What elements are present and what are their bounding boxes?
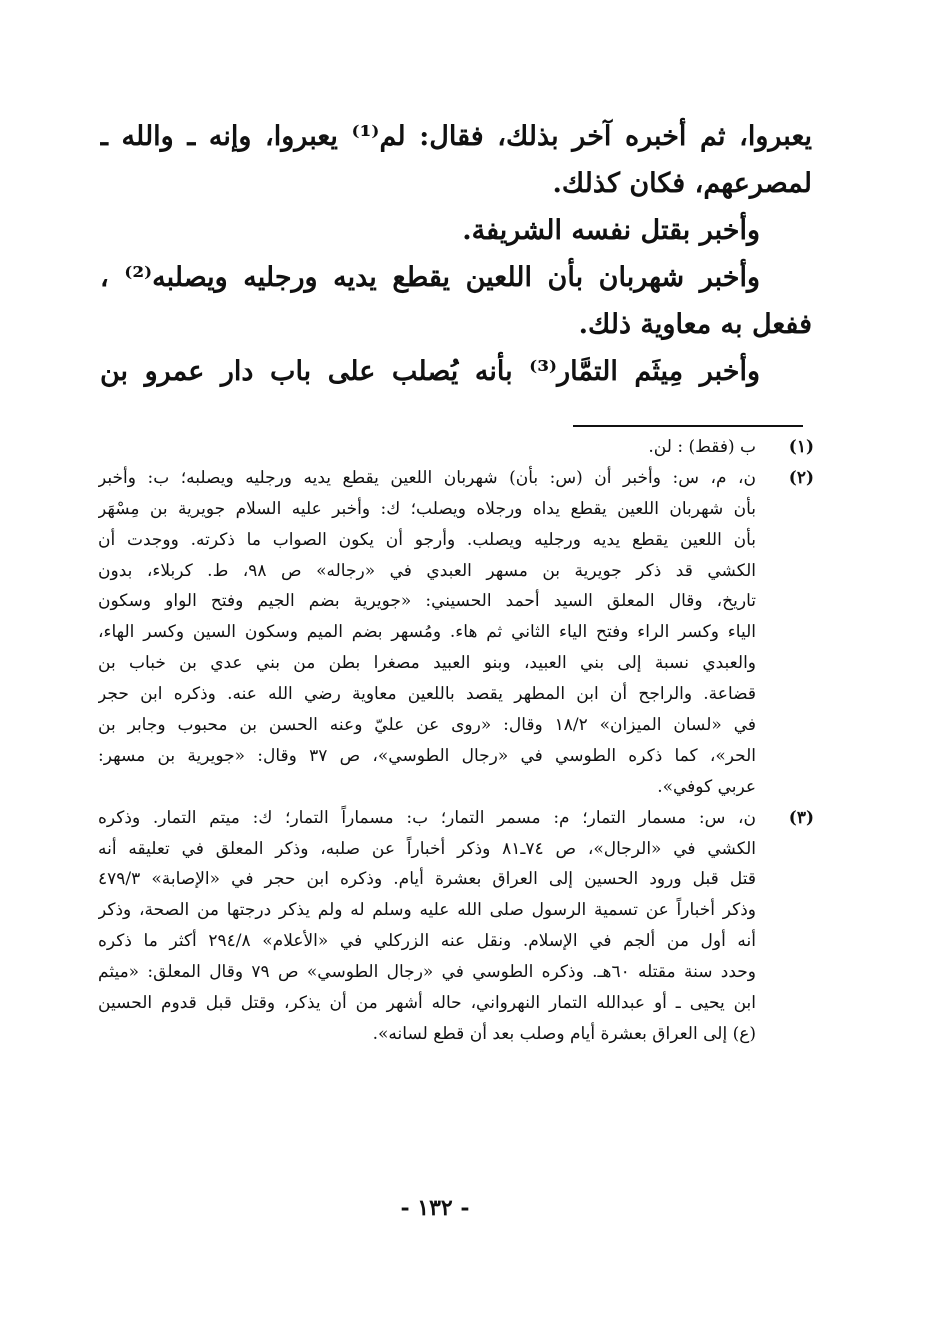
footnote-body xyxy=(98,463,756,803)
footnote-line: وذكر أخباراً عن تسمية الرسول صلى الله عليه وسلم له ولم يذكر درجتها من الصحة، وذكر xyxy=(98,900,756,921)
main-text-line: يعبروا، ثم أخبره آخر بذلك، فقال: لم⁽¹⁾ يعبروا، وإنه ـ والله ـ xyxy=(100,121,812,152)
footnote-line: قضاعة. والراجح أن ابن المطهر يقصد باللعين معاوية رضي الله عنه. وذكره ابن حجر xyxy=(98,684,756,705)
footnote-3 xyxy=(98,803,814,1050)
main-text-line: وأخبر بقتل نفسه الشريفة. xyxy=(462,215,760,246)
footnote-body xyxy=(98,432,756,463)
footnote-line: الكشي قد ذكر جويرية بن مسهر العبدي في «رجاله» ص ٩٨، ط. كربلاء، بدون xyxy=(98,560,756,581)
footnote-1 xyxy=(98,432,814,463)
footnote-number: (٢) xyxy=(788,467,814,488)
footnote-line: الكشي في «الرجال»، ص ٧٤ـ٨١ وذكر أخباراً عن صلبه، وذكر المعلق في تعليقه أنه xyxy=(98,838,756,859)
footnote-line: والعبدي نسبة إلى بني العبيد، وبنو العبيد مصغرا بطن من بني عدي بن خباب بن xyxy=(98,653,756,674)
footnote-line: ب (فقط) : لن. xyxy=(648,437,756,457)
footnote-line: في «لسان الميزان» ١٨/٢ وقال: «روى عن عليّ وعنه الحسن بن محبوب وجابر بن xyxy=(98,715,756,736)
footnote-divider xyxy=(573,425,803,427)
footnote-line: الياء وكسر الراء وفتح الياء الثاني ثم هاء. ومُسهر بضم الميم وسكون السين وكسر الهاء، xyxy=(98,622,756,643)
footnote-line: بأن شهربان اللعين يقطع يداه ورجلاه ويصلب؛ ك: وأخبر عليه السلام جويرية بن مِسْهَر xyxy=(98,498,756,519)
footnote-line: ن، م، س: وأخبر أن (س: بأن) شهربان اللعين يقطع يديه ورجليه ويصلبه؛ ب: وأخبر xyxy=(98,467,756,488)
footnote-number: (١) xyxy=(788,437,814,457)
footnote-line: الحر»، كما ذكره الطوسي في «رجال الطوسي»، ص ٣٧ وقال: «جويرية بن مسهر: xyxy=(98,745,756,766)
footnote-line: (ع) إلى العراق بعشرة أيام وصلب بعد أن قطع لسانه». xyxy=(372,1023,756,1044)
page-number: - ١٣٢ - xyxy=(400,1195,470,1221)
footnote-line: أنه أول من ألجم في الإسلام. ونقل عنه الزركلي في «الأعلام» ٢٩٤/٨ أكثر ما ذكره xyxy=(98,931,756,952)
footnote-2 xyxy=(98,463,814,803)
footnote-line: ن، س: مسمار التمار؛ م: مسمر التمار؛ ب: مسماراً التمار؛ ك: ميتم التمار. وذكره xyxy=(98,807,756,828)
main-text-line: ففعل به معاوية ذلك. xyxy=(578,309,812,340)
footnote-line: بأن اللعين يقطع يديه ورجليه ويصلب. وأرجو أن يكون الصواب ما ذكرته. ووجدت أن xyxy=(98,529,756,550)
main-text-block xyxy=(100,113,812,395)
footnote-line: قتل قبل ورود الحسين إلى العراق بعشرة أيام. وذكره ابن حجر في «الإصابة» ٤٧٩/٣ xyxy=(98,869,756,890)
footnote-line: ابن يحيى ـ أو عبدالله التمار النهرواني، حاله أشهر من أن يذكر، وقتل قبل قدوم الحسين xyxy=(98,993,756,1014)
footnote-line: عربي كوفي». xyxy=(657,776,756,797)
main-text-line: لمصرعهم، فكان كذلك. xyxy=(552,168,812,199)
footnote-number: (٣) xyxy=(788,807,814,828)
footnotes-section xyxy=(98,432,814,1050)
footnote-line: تاريخ، وقال المعلق السيد أحمد الحسيني: «جويرية بضم الجيم وفتح الواو وسكون xyxy=(98,591,756,612)
main-text-line: وأخبر شهربان بأن اللعين يقطع يديه ورجليه ويصلبه⁽²⁾ ، xyxy=(100,262,761,293)
footnote-line: وحدد سنة مقتله ٦٠هـ. وذكره الطوسي في «رجال الطوسي» ص ٧٩ وقال المعلق: «ميثم xyxy=(98,962,756,983)
footnote-body xyxy=(98,803,756,1050)
main-text-line: وأخبر مِيثَم التمَّار⁽³⁾ بأنه يُصلب على باب دار عمرو بن xyxy=(100,356,761,387)
